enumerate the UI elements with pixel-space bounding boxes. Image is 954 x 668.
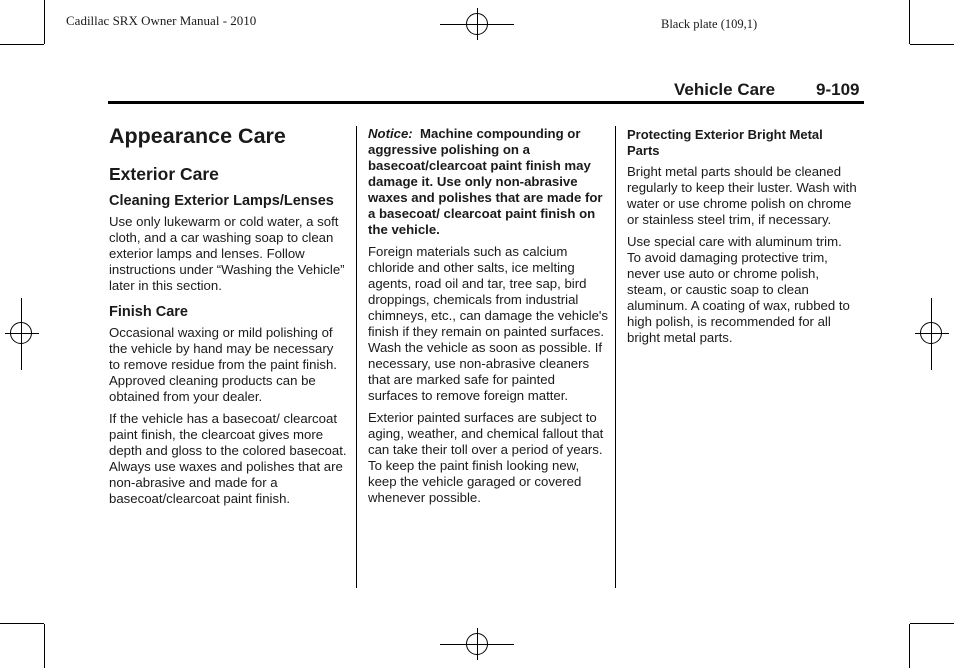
paragraph-bright-metal-2: Use special care with aluminum trim. To avoid damaging protective trim, never use auto or chrome polish, steam, or caustic soap to clean aluminum. A coating of wax, rubbed to high polish, is recommended for all bright metal parts. <box>627 234 850 345</box>
plate-label: Black plate (109,1) <box>661 17 758 31</box>
page-number: 9-109 <box>816 80 860 99</box>
column-1 <box>109 120 347 513</box>
notice-lead: Notice: <box>368 126 413 141</box>
crop-mark <box>910 44 954 45</box>
paragraph-lamps: Use only lukewarm or cold water, a soft cloth, and a car washing soap to clean exterior lamps and lenses. Follow instructions under “Washing the Vehicle” later in this section. <box>109 213 345 293</box>
crop-mark <box>909 0 910 44</box>
column-2 <box>368 126 608 512</box>
crop-mark <box>909 624 910 668</box>
paragraph-bright-metal-1: Bright metal parts should be cleaned regularly to keep their luster. Wash with water or use chrome polish on chrome or stainless steel trim, if necessary. <box>627 164 857 227</box>
section-name: Vehicle Care <box>674 80 776 99</box>
paragraph-finish-1: Occasional waxing or mild polishing of the vehicle by hand may be necessary to remove residue from the paint finish. Approved cleaning products can be obtained from your dealer. <box>109 324 337 404</box>
crop-mark <box>910 623 954 624</box>
crop-mark <box>0 44 44 45</box>
section-heading: Exterior Care <box>109 163 219 184</box>
column-divider <box>615 126 616 588</box>
crop-mark <box>44 0 45 44</box>
subsection-heading-finish: Finish Care <box>109 303 188 320</box>
header-rule <box>108 101 864 104</box>
notice-text: Machine compounding or aggressive polishing on a basecoat/clearcoat paint finish may damage it. Use only non-abrasive waxes and polishes that are made for a basecoat/ clearcoat paint finish on the vehicle. <box>368 126 603 237</box>
crop-mark <box>44 624 45 668</box>
column-divider <box>356 126 357 588</box>
crop-mark <box>0 623 44 624</box>
paragraph-painted-surfaces: Exterior painted surfaces are subject to aging, weather, and chemical fallout that can take their toll over a period of years. To keep the paint finish looking new, keep the vehicle garaged or covered whenever possible. <box>368 410 604 505</box>
paragraph-finish-2: If the vehicle has a basecoat/ clearcoat paint finish, the clearcoat gives more depth and gloss to the colored basecoat. Always use waxes and polishes that are non-abrasive and made for a basecoat/clearcoat paint finish. <box>109 410 347 506</box>
column-3 <box>627 127 857 352</box>
manual-title: Cadillac SRX Owner Manual - 2010 <box>66 13 257 28</box>
page-title: Appearance Care <box>109 124 286 148</box>
notice <box>368 126 608 238</box>
subsection-heading-lamps: Cleaning Exterior Lamps/Lenses <box>109 192 334 209</box>
subsection-heading-bright-metal: Protecting Exterior Bright Metal Parts <box>627 127 823 158</box>
paragraph-foreign-materials: Foreign materials such as calcium chloride and other salts, ice melting agents, road oil and tar, tree sap, bird droppings, chemicals from industrial chimneys, etc., can damage the vehicle's finish if they remain on painted surfaces. Wash the vehicle as soon as possible. If necessary, use non-abrasive cleaners that are marked safe for painted surfaces to remove foreign matter. <box>368 244 609 403</box>
